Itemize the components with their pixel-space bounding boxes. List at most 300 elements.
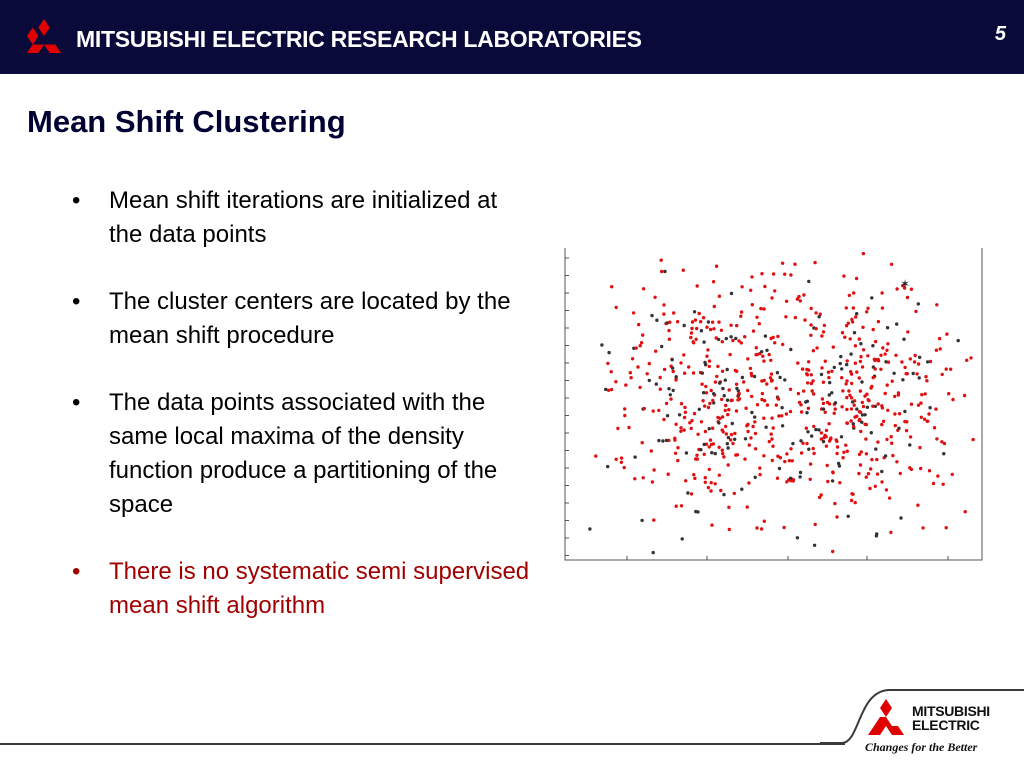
data-point <box>806 381 809 384</box>
bullet-marker: • <box>72 389 81 416</box>
data-point <box>841 331 844 334</box>
data-point <box>676 446 679 449</box>
data-point <box>761 392 764 395</box>
footer-divider <box>0 743 845 745</box>
data-point <box>708 445 711 448</box>
data-point <box>728 528 731 531</box>
mitsubishi-diamonds-icon <box>25 19 63 53</box>
data-point <box>620 456 623 459</box>
data-point <box>721 449 724 452</box>
data-point <box>918 356 921 359</box>
data-point <box>785 412 788 415</box>
data-point <box>794 316 797 319</box>
data-point <box>796 361 799 364</box>
data-point <box>735 383 738 386</box>
data-point <box>641 441 644 444</box>
data-point <box>874 447 877 450</box>
data-point <box>845 396 848 399</box>
data-point <box>692 473 695 476</box>
data-point <box>758 322 761 325</box>
data-point <box>822 330 825 333</box>
bullet-marker: • <box>72 187 81 214</box>
data-point <box>834 407 837 410</box>
data-point <box>941 373 944 376</box>
data-point <box>707 486 710 489</box>
data-point <box>903 366 906 369</box>
data-point <box>880 291 883 294</box>
bullet-text: The data points associated with the same local maxima of the density function produce a partitioning of the space <box>109 389 498 518</box>
data-point <box>823 436 826 439</box>
data-point <box>770 432 773 435</box>
data-point <box>657 439 660 442</box>
data-point <box>800 410 803 413</box>
data-point <box>885 488 888 491</box>
data-point <box>708 468 711 471</box>
data-point <box>945 367 948 370</box>
data-point <box>629 376 632 379</box>
data-point <box>826 464 829 467</box>
data-point <box>835 452 838 455</box>
bullet-list <box>72 184 532 656</box>
data-point <box>620 461 623 464</box>
data-point <box>840 376 843 379</box>
data-point <box>700 383 703 386</box>
data-point <box>652 551 655 554</box>
data-point <box>770 416 773 419</box>
data-point <box>705 391 708 394</box>
data-point <box>799 299 802 302</box>
data-point <box>773 341 776 344</box>
data-point <box>874 485 877 488</box>
data-point <box>963 394 966 397</box>
data-point <box>662 312 665 315</box>
data-point <box>824 360 827 363</box>
mode-star-marker: ✶ <box>900 277 911 291</box>
data-point <box>775 403 778 406</box>
data-point <box>857 472 860 475</box>
data-point <box>718 381 721 384</box>
data-point <box>876 472 879 475</box>
data-point <box>799 403 802 406</box>
data-point <box>665 439 668 442</box>
mitsubishi-diamonds-icon <box>866 699 906 735</box>
data-point <box>802 389 805 392</box>
data-point <box>850 499 853 502</box>
data-point <box>910 288 913 291</box>
data-point <box>900 360 903 363</box>
data-point <box>660 345 663 348</box>
data-point <box>610 285 613 288</box>
data-point <box>606 465 609 468</box>
bullet-item-highlight <box>72 555 532 623</box>
data-point <box>890 263 893 266</box>
data-point <box>854 344 857 347</box>
data-point <box>735 409 738 412</box>
data-point <box>762 307 765 310</box>
data-point <box>700 420 703 423</box>
data-point <box>710 481 713 484</box>
data-point <box>720 329 723 332</box>
data-point <box>809 323 812 326</box>
data-point <box>683 416 686 419</box>
data-point <box>866 354 869 357</box>
data-point <box>749 436 752 439</box>
data-point <box>902 338 905 341</box>
data-point <box>667 329 670 332</box>
data-point <box>868 487 871 490</box>
data-point <box>843 336 846 339</box>
data-point <box>775 387 778 390</box>
data-point <box>764 334 767 337</box>
data-point <box>761 355 764 358</box>
data-point <box>847 389 850 392</box>
data-point <box>818 496 821 499</box>
data-point <box>762 359 765 362</box>
data-point <box>913 360 916 363</box>
footer-brand-line1: MITSUBISHI <box>912 703 990 719</box>
data-point <box>877 320 880 323</box>
data-point <box>674 452 677 455</box>
data-point <box>714 482 717 485</box>
data-point <box>643 407 646 410</box>
data-point <box>768 440 771 443</box>
data-point <box>682 428 685 431</box>
data-point <box>690 427 693 430</box>
data-point <box>863 423 866 426</box>
data-point <box>731 339 734 342</box>
data-point <box>874 367 877 370</box>
data-point <box>751 425 754 428</box>
data-point <box>755 526 758 529</box>
data-point <box>866 307 869 310</box>
data-point <box>726 413 729 416</box>
data-point <box>860 421 863 424</box>
data-point <box>708 402 711 405</box>
data-point <box>760 350 763 353</box>
data-point <box>820 373 823 376</box>
data-point <box>725 432 728 435</box>
data-point <box>872 328 875 331</box>
data-point <box>698 408 701 411</box>
data-point <box>675 505 678 508</box>
data-point <box>848 294 851 297</box>
data-point <box>827 371 830 374</box>
data-point <box>807 407 810 410</box>
data-point <box>755 316 758 319</box>
data-point <box>765 349 768 352</box>
data-point <box>895 322 898 325</box>
data-point <box>886 409 889 412</box>
data-point <box>831 479 834 482</box>
data-point <box>886 383 889 386</box>
data-point <box>764 426 767 429</box>
data-point <box>722 493 725 496</box>
data-point <box>753 415 756 418</box>
data-point <box>971 438 974 441</box>
data-point <box>737 392 740 395</box>
data-point <box>810 382 813 385</box>
data-point <box>707 320 710 323</box>
data-point <box>861 401 864 404</box>
data-point <box>624 383 627 386</box>
data-point <box>881 306 884 309</box>
data-point <box>701 371 704 374</box>
data-point <box>771 445 774 448</box>
bullet-text: There is no systematic semi supervised mean shift algorithm <box>109 558 530 619</box>
data-point <box>776 455 779 458</box>
data-point <box>696 284 699 287</box>
data-point <box>780 414 783 417</box>
data-point <box>731 442 734 445</box>
data-point <box>788 459 791 462</box>
data-point <box>879 368 882 371</box>
data-point <box>872 376 875 379</box>
data-point <box>877 402 880 405</box>
data-point <box>650 314 653 317</box>
data-point <box>709 328 712 331</box>
data-point <box>892 372 895 375</box>
data-point <box>669 397 672 400</box>
data-point <box>663 368 666 371</box>
data-point <box>698 312 701 315</box>
data-point <box>934 407 937 410</box>
data-point <box>839 362 842 365</box>
data-point <box>684 411 687 414</box>
data-point <box>642 476 645 479</box>
data-point <box>703 443 706 446</box>
data-point <box>744 407 747 410</box>
data-point <box>750 411 753 414</box>
data-point <box>750 395 753 398</box>
data-point <box>917 302 920 305</box>
data-point <box>754 476 757 479</box>
data-point <box>840 405 843 408</box>
data-point <box>693 412 696 415</box>
data-point <box>746 389 749 392</box>
data-point <box>861 326 864 329</box>
data-point <box>813 544 816 547</box>
data-point <box>850 407 853 410</box>
data-point <box>749 367 752 370</box>
data-point <box>623 407 626 410</box>
data-point <box>772 272 775 275</box>
data-point <box>849 337 852 340</box>
data-point <box>758 473 761 476</box>
data-point <box>781 262 784 265</box>
data-point <box>812 447 815 450</box>
data-point <box>640 341 643 344</box>
data-point <box>763 520 766 523</box>
data-point <box>812 452 815 455</box>
data-point <box>781 424 784 427</box>
data-point <box>852 306 855 309</box>
scatter-plot <box>560 244 984 564</box>
data-point <box>610 388 613 391</box>
data-point <box>648 362 651 365</box>
data-point <box>693 477 696 480</box>
data-point <box>791 442 794 445</box>
data-point <box>888 496 891 499</box>
data-point <box>711 321 714 324</box>
data-point <box>842 274 845 277</box>
data-point <box>730 433 733 436</box>
data-point <box>873 358 876 361</box>
data-point <box>810 434 813 437</box>
data-point <box>682 269 685 272</box>
data-point <box>870 431 873 434</box>
data-point <box>607 389 610 392</box>
data-point <box>770 296 773 299</box>
data-point <box>858 337 861 340</box>
data-point <box>914 354 917 357</box>
data-point <box>846 359 849 362</box>
data-point <box>627 426 630 429</box>
data-point <box>849 352 852 355</box>
data-point <box>728 353 731 356</box>
data-point <box>683 324 686 327</box>
data-point <box>668 321 671 324</box>
data-point <box>927 412 930 415</box>
data-point <box>893 412 896 415</box>
data-point <box>660 259 663 262</box>
footer-brand <box>912 704 990 732</box>
data-point <box>661 439 664 442</box>
data-point <box>916 504 919 507</box>
data-point <box>891 454 894 457</box>
data-point <box>773 289 776 292</box>
data-point <box>778 467 781 470</box>
data-point <box>769 359 772 362</box>
data-point <box>735 324 738 327</box>
data-point <box>805 368 808 371</box>
data-point <box>711 427 714 430</box>
data-point <box>850 372 853 375</box>
data-point <box>835 438 838 441</box>
data-point <box>932 482 935 485</box>
data-point <box>691 320 694 323</box>
data-point <box>755 346 758 349</box>
data-point <box>712 442 715 445</box>
data-point <box>822 407 825 410</box>
data-point <box>641 333 644 336</box>
data-point <box>781 343 784 346</box>
slide-title: Mean Shift Clustering <box>27 104 346 139</box>
data-point <box>721 370 724 373</box>
data-point <box>750 372 753 375</box>
data-point <box>607 351 610 354</box>
data-point <box>805 411 808 414</box>
data-point <box>636 365 639 368</box>
data-point <box>845 408 848 411</box>
data-point <box>885 438 888 441</box>
data-point <box>703 404 706 407</box>
bullet-text: The cluster centers are located by the mean shift procedure <box>109 288 511 349</box>
data-point <box>951 473 954 476</box>
data-point <box>905 420 908 423</box>
data-point <box>717 320 720 323</box>
data-point <box>749 289 752 292</box>
data-point <box>633 455 636 458</box>
data-point <box>728 388 731 391</box>
data-point <box>951 398 954 401</box>
data-point <box>763 379 766 382</box>
data-point <box>704 385 707 388</box>
data-point <box>640 519 643 522</box>
data-point <box>905 429 908 432</box>
data-point <box>730 399 733 402</box>
data-point <box>680 402 683 405</box>
data-point <box>945 526 948 529</box>
data-point <box>915 372 918 375</box>
data-point <box>746 430 749 433</box>
data-point <box>776 477 779 480</box>
data-point <box>704 476 707 479</box>
data-point <box>825 429 828 432</box>
data-point <box>825 444 828 447</box>
data-point <box>855 312 858 315</box>
data-point <box>768 353 771 356</box>
data-point <box>623 414 626 417</box>
data-point <box>862 252 865 255</box>
data-point <box>949 368 952 371</box>
data-point <box>965 359 968 362</box>
data-point <box>845 306 848 309</box>
data-point <box>783 273 786 276</box>
data-point <box>906 296 909 299</box>
data-point <box>724 404 727 407</box>
data-point <box>876 440 879 443</box>
data-point <box>850 382 853 385</box>
data-point <box>813 261 816 264</box>
data-point <box>855 277 858 280</box>
data-point <box>740 310 743 313</box>
data-point <box>921 526 924 529</box>
data-point <box>855 407 858 410</box>
data-point <box>769 337 772 340</box>
data-point <box>778 376 781 379</box>
bullet-marker: • <box>72 558 81 585</box>
data-point <box>719 489 722 492</box>
data-point <box>762 454 765 457</box>
data-point <box>712 280 715 283</box>
data-point <box>826 401 829 404</box>
data-point <box>714 380 717 383</box>
data-point <box>938 337 941 340</box>
data-point <box>918 376 921 379</box>
data-point <box>796 297 799 300</box>
data-point <box>933 426 936 429</box>
data-point <box>696 433 699 436</box>
data-point <box>853 399 856 402</box>
data-point <box>821 397 824 400</box>
data-point <box>760 527 763 530</box>
data-point <box>632 311 635 314</box>
data-point <box>735 370 738 373</box>
data-point <box>935 349 938 352</box>
data-point <box>935 437 938 440</box>
data-point <box>740 341 743 344</box>
data-point <box>809 334 812 337</box>
data-point <box>895 287 898 290</box>
data-point <box>754 353 757 356</box>
data-point <box>925 379 928 382</box>
data-point <box>881 346 884 349</box>
bullet-item <box>72 386 532 522</box>
data-point <box>758 466 761 469</box>
data-point <box>855 370 858 373</box>
data-point <box>895 460 898 463</box>
data-point <box>879 354 882 357</box>
